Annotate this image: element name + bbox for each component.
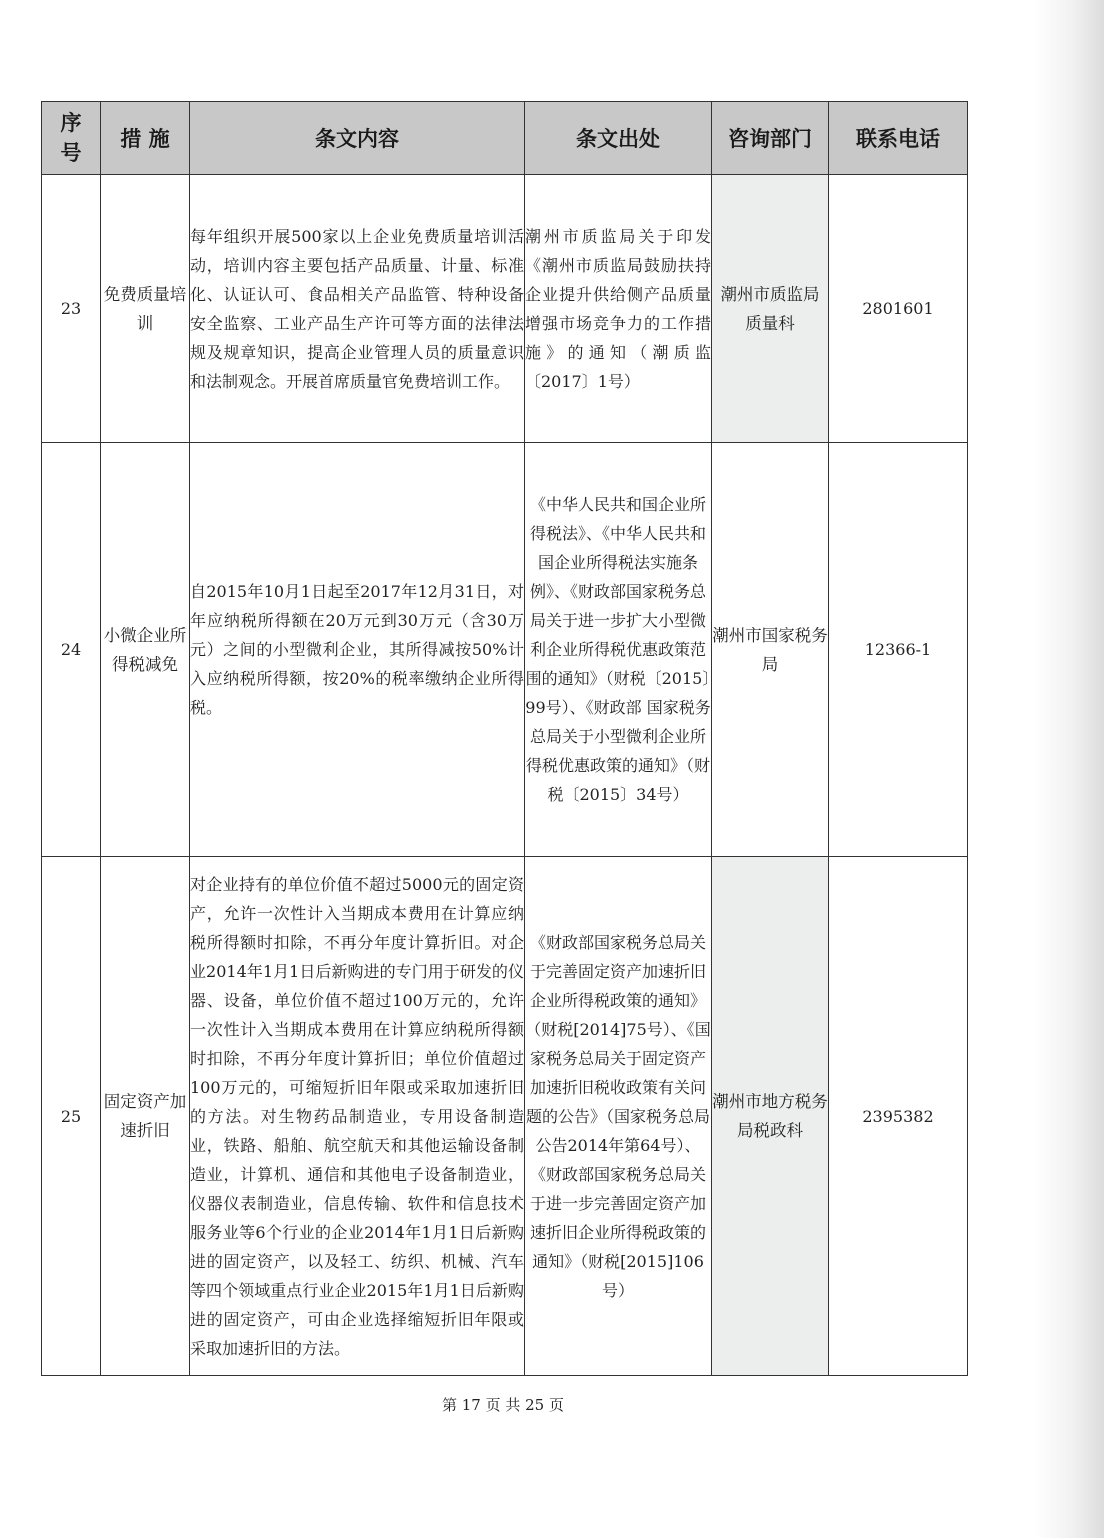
row-dept: 潮州市质监局 质量科: [712, 175, 829, 443]
header-measure: 措 施: [101, 102, 190, 175]
row-measure: 小微企业所得税减免: [101, 443, 190, 857]
table-row: [42, 857, 968, 1376]
row-seq: 23: [42, 175, 101, 443]
row-phone: 12366-1: [829, 443, 968, 857]
row-content: 对企业持有的单位价值不超过5000元的固定资产，允许一次性计入当期成本费用在计算应纳税所得额时扣除，不再分年度计算折旧。对企业2014年1月1日后新购进的专门用于研发的仪器、设备，单位价值不超过100万元的，允许一次性计入当期成本费用在计算应纳税所得额时扣除，不再分年度计算折旧；单位价值超过100万元的，可缩短折旧年限或采取加速折旧的方法。对生物药品制造业，专用设备制造业，铁路、船舶、航空航天和其他运输设备制造业，计算机、通信和其他电子设备制造业，仪器仪表制造业，信息传输、软件和信息技术服务业等6个行业的企业2014年1月1日后新购进的固定资产，以及轻工、纺织、机械、汽车等四个领域重点行业企业2015年1月1日后新购进的固定资产，可由企业选择缩短折旧年限或采取加速折旧的方法。: [190, 857, 525, 1376]
row-measure: 固定资产加速折旧: [101, 857, 190, 1376]
row-phone: 2395382: [829, 857, 968, 1376]
table-header-row: [42, 102, 968, 175]
row-source: 潮州市质监局关于印发《潮州市质监局鼓励扶持企业提升供给侧产品质量增强市场竞争力的工作措施》的通知（潮质监〔2017〕1号）: [525, 175, 712, 443]
row-measure: 免费质量培训: [101, 175, 190, 443]
row-source: 《中华人民共和国企业所得税法》、《中华人民共和国企业所得税法实施条例》、《财政部国家税务总局关于进一步扩大小型微利企业所得税优惠政策范围的通知》（财税〔2015〕99号）、《财政部 国家税务总局关于小型微利企业所得税优惠政策的通知》（财税〔2015〕34号）: [525, 443, 712, 857]
row-dept: 潮州市地方税务局税政科: [712, 857, 829, 1376]
policy-table: [41, 101, 968, 1376]
header-phone: 联系电话: [829, 102, 968, 175]
row-seq: 24: [42, 443, 101, 857]
page-edge-shadow: [1034, 0, 1104, 1538]
row-content: 自2015年10月1日起至2017年12月31日，对年应纳税所得额在20万元到30万元（含30万元）之间的小型微利企业，其所得减按50%计入应纳税所得额，按20%的税率缴纳企业所得税。: [190, 443, 525, 857]
row-dept: 潮州市国家税务局: [712, 443, 829, 857]
header-seq: 序号: [42, 102, 101, 175]
row-source: 《财政部国家税务总局关于完善固定资产加速折旧企业所得税政策的通知》（财税[2014]75号）、《国家税务总局关于固定资产加速折旧税收政策有关问题的公告》（国家税务总局公告2014年第64号）、《财政部国家税务总局关于进一步完善固定资产加速折旧企业所得税政策的通知》（财税[2015]106号）: [525, 857, 712, 1376]
header-source: 条文出处: [525, 102, 712, 175]
table-row: [42, 443, 968, 857]
row-seq: 25: [42, 857, 101, 1376]
row-content: 每年组织开展500家以上企业免费质量培训活动，培训内容主要包括产品质量、计量、标准化、认证认可、食品相关产品监管、特种设备安全监察、工业产品生产许可等方面的法律法规及规章知识，提高企业管理人员的质量意识和法制观念。开展首席质量官免费培训工作。: [190, 175, 525, 443]
row-phone: 2801601: [829, 175, 968, 443]
header-content: 条文内容: [190, 102, 525, 175]
header-dept: 咨询部门: [712, 102, 829, 175]
page-number: 第 17 页 共 25 页: [441, 1396, 564, 1414]
table-row: [42, 175, 968, 443]
